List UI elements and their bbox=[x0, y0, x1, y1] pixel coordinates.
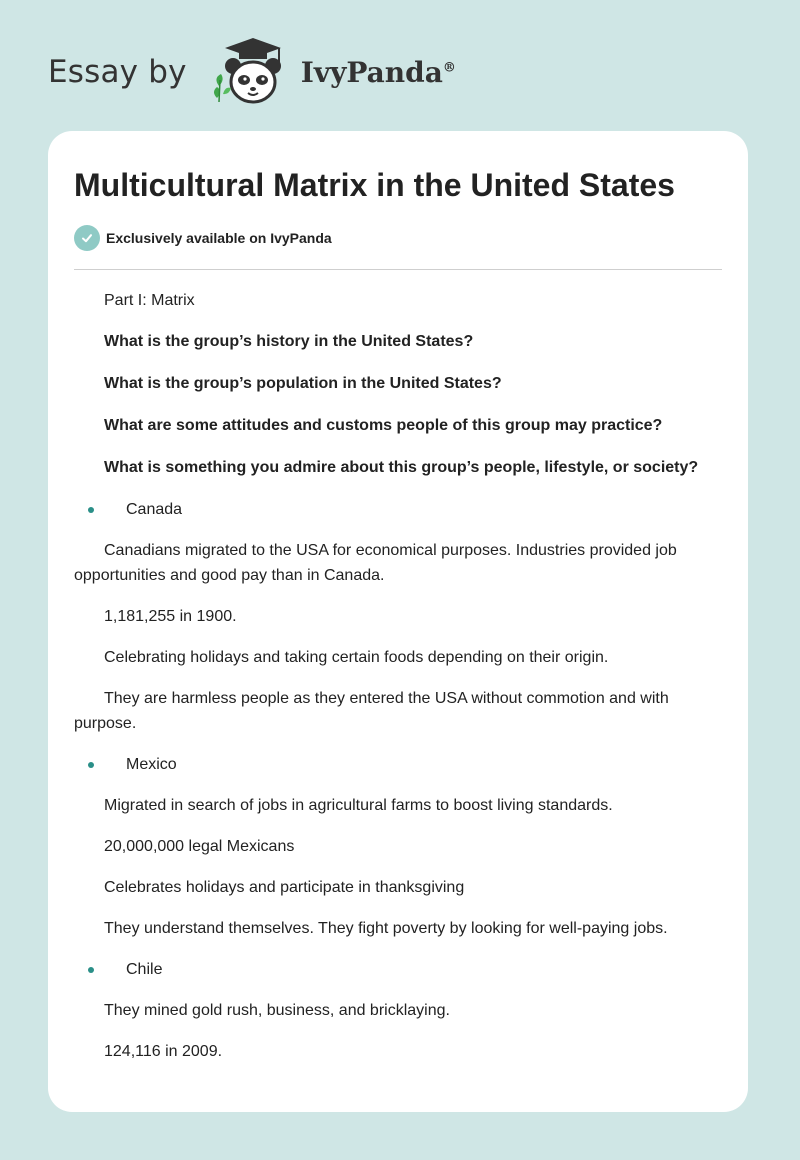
paragraph: 20,000,000 legal Mexicans bbox=[104, 838, 295, 855]
paragraph: 1,181,255 in 1900. bbox=[104, 608, 237, 625]
paragraph: Celebrates holidays and participate in thanksgiving bbox=[104, 879, 465, 896]
paragraph: 124,116 in 2009. bbox=[104, 1043, 223, 1060]
article-card bbox=[48, 131, 748, 1112]
bullet-icon bbox=[88, 967, 94, 973]
exclusive-badge bbox=[74, 223, 722, 253]
list-item-label: Canada bbox=[126, 501, 183, 518]
list-item bbox=[74, 497, 722, 522]
brand-text: IvyPanda bbox=[300, 55, 443, 89]
list-item-label: Chile bbox=[126, 961, 163, 978]
list-item bbox=[74, 957, 722, 982]
badge-label: Exclusively available on IvyPanda bbox=[106, 230, 332, 246]
question-heading: What is the group’s history in the United States? bbox=[104, 333, 474, 350]
paragraph: Part I: Matrix bbox=[104, 292, 195, 309]
question-heading: What is the group’s population in the United States? bbox=[104, 375, 502, 392]
brand-name[interactable] bbox=[301, 56, 456, 89]
bullet-icon bbox=[88, 762, 94, 768]
list-item-label: Mexico bbox=[126, 756, 177, 773]
panda-logo-icon[interactable] bbox=[205, 36, 295, 108]
check-icon bbox=[74, 225, 100, 251]
registered-mark: ® bbox=[442, 60, 456, 76]
article-body bbox=[74, 288, 722, 1064]
essay-by-label: Essay by bbox=[48, 54, 187, 90]
question-heading: What are some attitudes and customs people of this group may practice? bbox=[104, 417, 663, 434]
paragraph: Migrated in search of jobs in agricultural farms to boost living standards. bbox=[104, 797, 613, 814]
page-title: Multicultural Matrix in the United States bbox=[74, 167, 675, 203]
paragraph: They are harmless people as they entered the USA without commotion and with purpose. bbox=[74, 690, 669, 732]
divider bbox=[74, 269, 722, 270]
paragraph: They mined gold rush, business, and bricklaying. bbox=[104, 1002, 450, 1019]
paragraph: They understand themselves. They fight poverty by looking for well-paying jobs. bbox=[104, 920, 668, 937]
bullet-icon bbox=[88, 507, 94, 513]
list-item bbox=[74, 752, 722, 777]
paragraph: Canadians migrated to the USA for economical purposes. Industries provided job opportunities and good pay than in Canada. bbox=[74, 542, 677, 584]
paragraph: Celebrating holidays and taking certain foods depending on their origin. bbox=[104, 649, 609, 666]
question-heading: What is something you admire about this group’s people, lifestyle, or society? bbox=[104, 459, 699, 476]
site-header bbox=[48, 36, 456, 108]
